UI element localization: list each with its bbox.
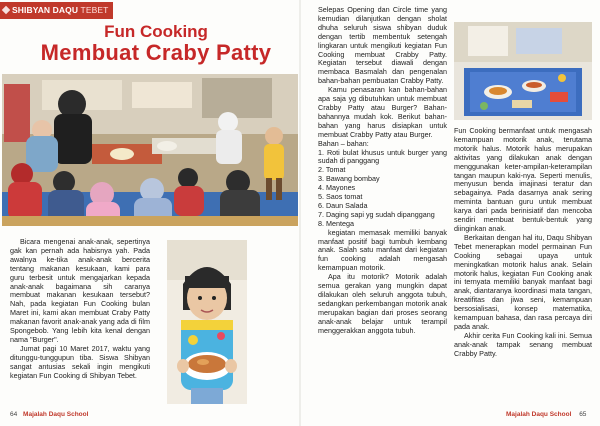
page-number-left: 64 — [10, 411, 18, 418]
list-heading: Bahan – bahan: — [318, 138, 369, 148]
list-item: 3. Bawang bombay — [318, 174, 380, 184]
page-number-right: 65 — [579, 411, 587, 418]
paragraph: Fun Cooking bermanfaat untuk mengasah kemampuan motorik anak, terutama motorik halus. Motorik halus merupakan aktivitas yang dilakukan anak dengan menggunakan keter-ampilan-keterampilan tangan maupun kaki-nya. Seperti menulis, menyusun benda imajinasi teratur dan sebagainya. Pada dasarnya anak sering meminta bantuan guru untuk membuat karya dari pada berinisiatif dan mencoba sendiri membuat bentuk-bentuk yang diinginkan anak. — [454, 126, 592, 233]
paragraph: Kamu penasaran kan bahan-bahan apa saja yg dibutuhkan untuk membuat Crabby Patty atau Burger? Bahan-bahannya mudah kok. Berikut bahan-bahan yang harus disiapkan untuk membuat Crabby Patty atau Burger. — [318, 85, 447, 139]
paragraph: kegiatan memasak memiliki banyak manfaat positif bagi tumbuh kembang anak. Salah satu manfaat dari kegiatan fun cooking adalah mengasah kemampuan motorik. — [318, 227, 447, 273]
paragraph: Akhir cerita Fun Cooking kali ini. Semua anak-anak tampak senang membuat Crabby Patty. — [454, 330, 592, 358]
tag-diamond-icon — [2, 6, 10, 14]
ingredients-list — [318, 149, 447, 229]
magazine-name-left: Majalah Daqu School — [23, 411, 89, 418]
column-3-text — [454, 127, 592, 359]
section-tag-bold: SHIBYAN DAQU — [12, 5, 79, 15]
paragraph: Apa itu motorik? Motorik adalah semua gerakan yang mungkin dapat dilakukan oleh seluruh anggota tubuh, sedangkan perkembangan motorik anak merupakan bagian dari proses seorang anak-anak belajar untuk terampil menggerakkan anggota tubuh. — [318, 272, 447, 335]
magazine-name-right: Majalah Daqu School — [506, 411, 572, 418]
paragraph: Bicara mengenai anak-anak, sepertinya gak kan pernah ada habisnya yah. Pada awalnya ke-tika anak-anak bercerita tentang makanan kesukaan, kami para guru terbesit untuk mengajarkan kepada anak-anak bagaimana sih caranya membuat makanan kesukaan tersebut? Nah, pada kegiatan Fun Cooking bulan Maret ini, kami akan membuat Craby Patty makanan favorit anak-anak yang ada di film Spongebob. Yang lebih kita kenal dengan nama "Burger". — [10, 237, 150, 344]
footer-left — [10, 411, 88, 418]
list-item: 5. Saos tomat — [318, 192, 363, 202]
list-item: 4. Mayones — [318, 183, 356, 193]
article-title-line2: Membuat Craby Patty — [40, 40, 272, 65]
column-2-text — [318, 6, 447, 336]
list-item: 1. Roti bulat khusus untuk burger yang sudah di panggang — [318, 147, 447, 166]
girl-with-bowl-photo — [167, 240, 247, 404]
list-item: 7. Daging sapi yg sudah dipanggang — [318, 209, 435, 219]
paragraph: Berkaitan dengan hal itu, Daqu Shibyan Tebet menerapkan model permainan Fun Cooking sebagai upaya untuk meningkatkan motorik halus anak. Selain motorik halus, kegiatan Fun Cooking anak ini ternyata memiliki banyak manfaat bagi anak, diantaranya koordinasi mata tangan, kreatifitas dan jiwa seni, kemampuan bersosialisasi, konsep matematika, kemampuan bahasa, dan rasa percaya diri pada anak. — [454, 232, 592, 331]
footer-right — [506, 411, 586, 418]
section-tag — [0, 2, 113, 19]
section-tag-light: TEBET — [80, 5, 109, 15]
cooking-mat-photo — [454, 22, 592, 120]
paragraph: Selepas Opening dan Circle time yang kemudian dilanjutkan dengan sholat dhuha seluruh siswa shibyan duduk dengan tertib membentuk setengah lingkaran untuk mengikuti kegiatan Fun Cooking membuat Crabby Patty. Kegiatan tersebut diawali dengan membaca Basmalah dan pengenalan bahan-bahan pembuatan Crabby Patty. — [318, 5, 447, 86]
list-item: 6. Daun Salada — [318, 200, 368, 210]
list-item: 8. Mentega — [318, 218, 354, 228]
column-1-text — [10, 238, 150, 381]
list-item: 2. Tomat — [318, 165, 346, 175]
article-title-line1: Fun Cooking — [104, 22, 208, 41]
classroom-photo — [2, 74, 298, 226]
paragraph: Jumat pagi 10 Maret 2017, waktu yang ditunggu-tunggupun tiba. Siswa Shibyan sangat antusias sekali ingin mengikuti kegiatan Fun Cooking di Shibyan Tebet. — [10, 343, 150, 380]
